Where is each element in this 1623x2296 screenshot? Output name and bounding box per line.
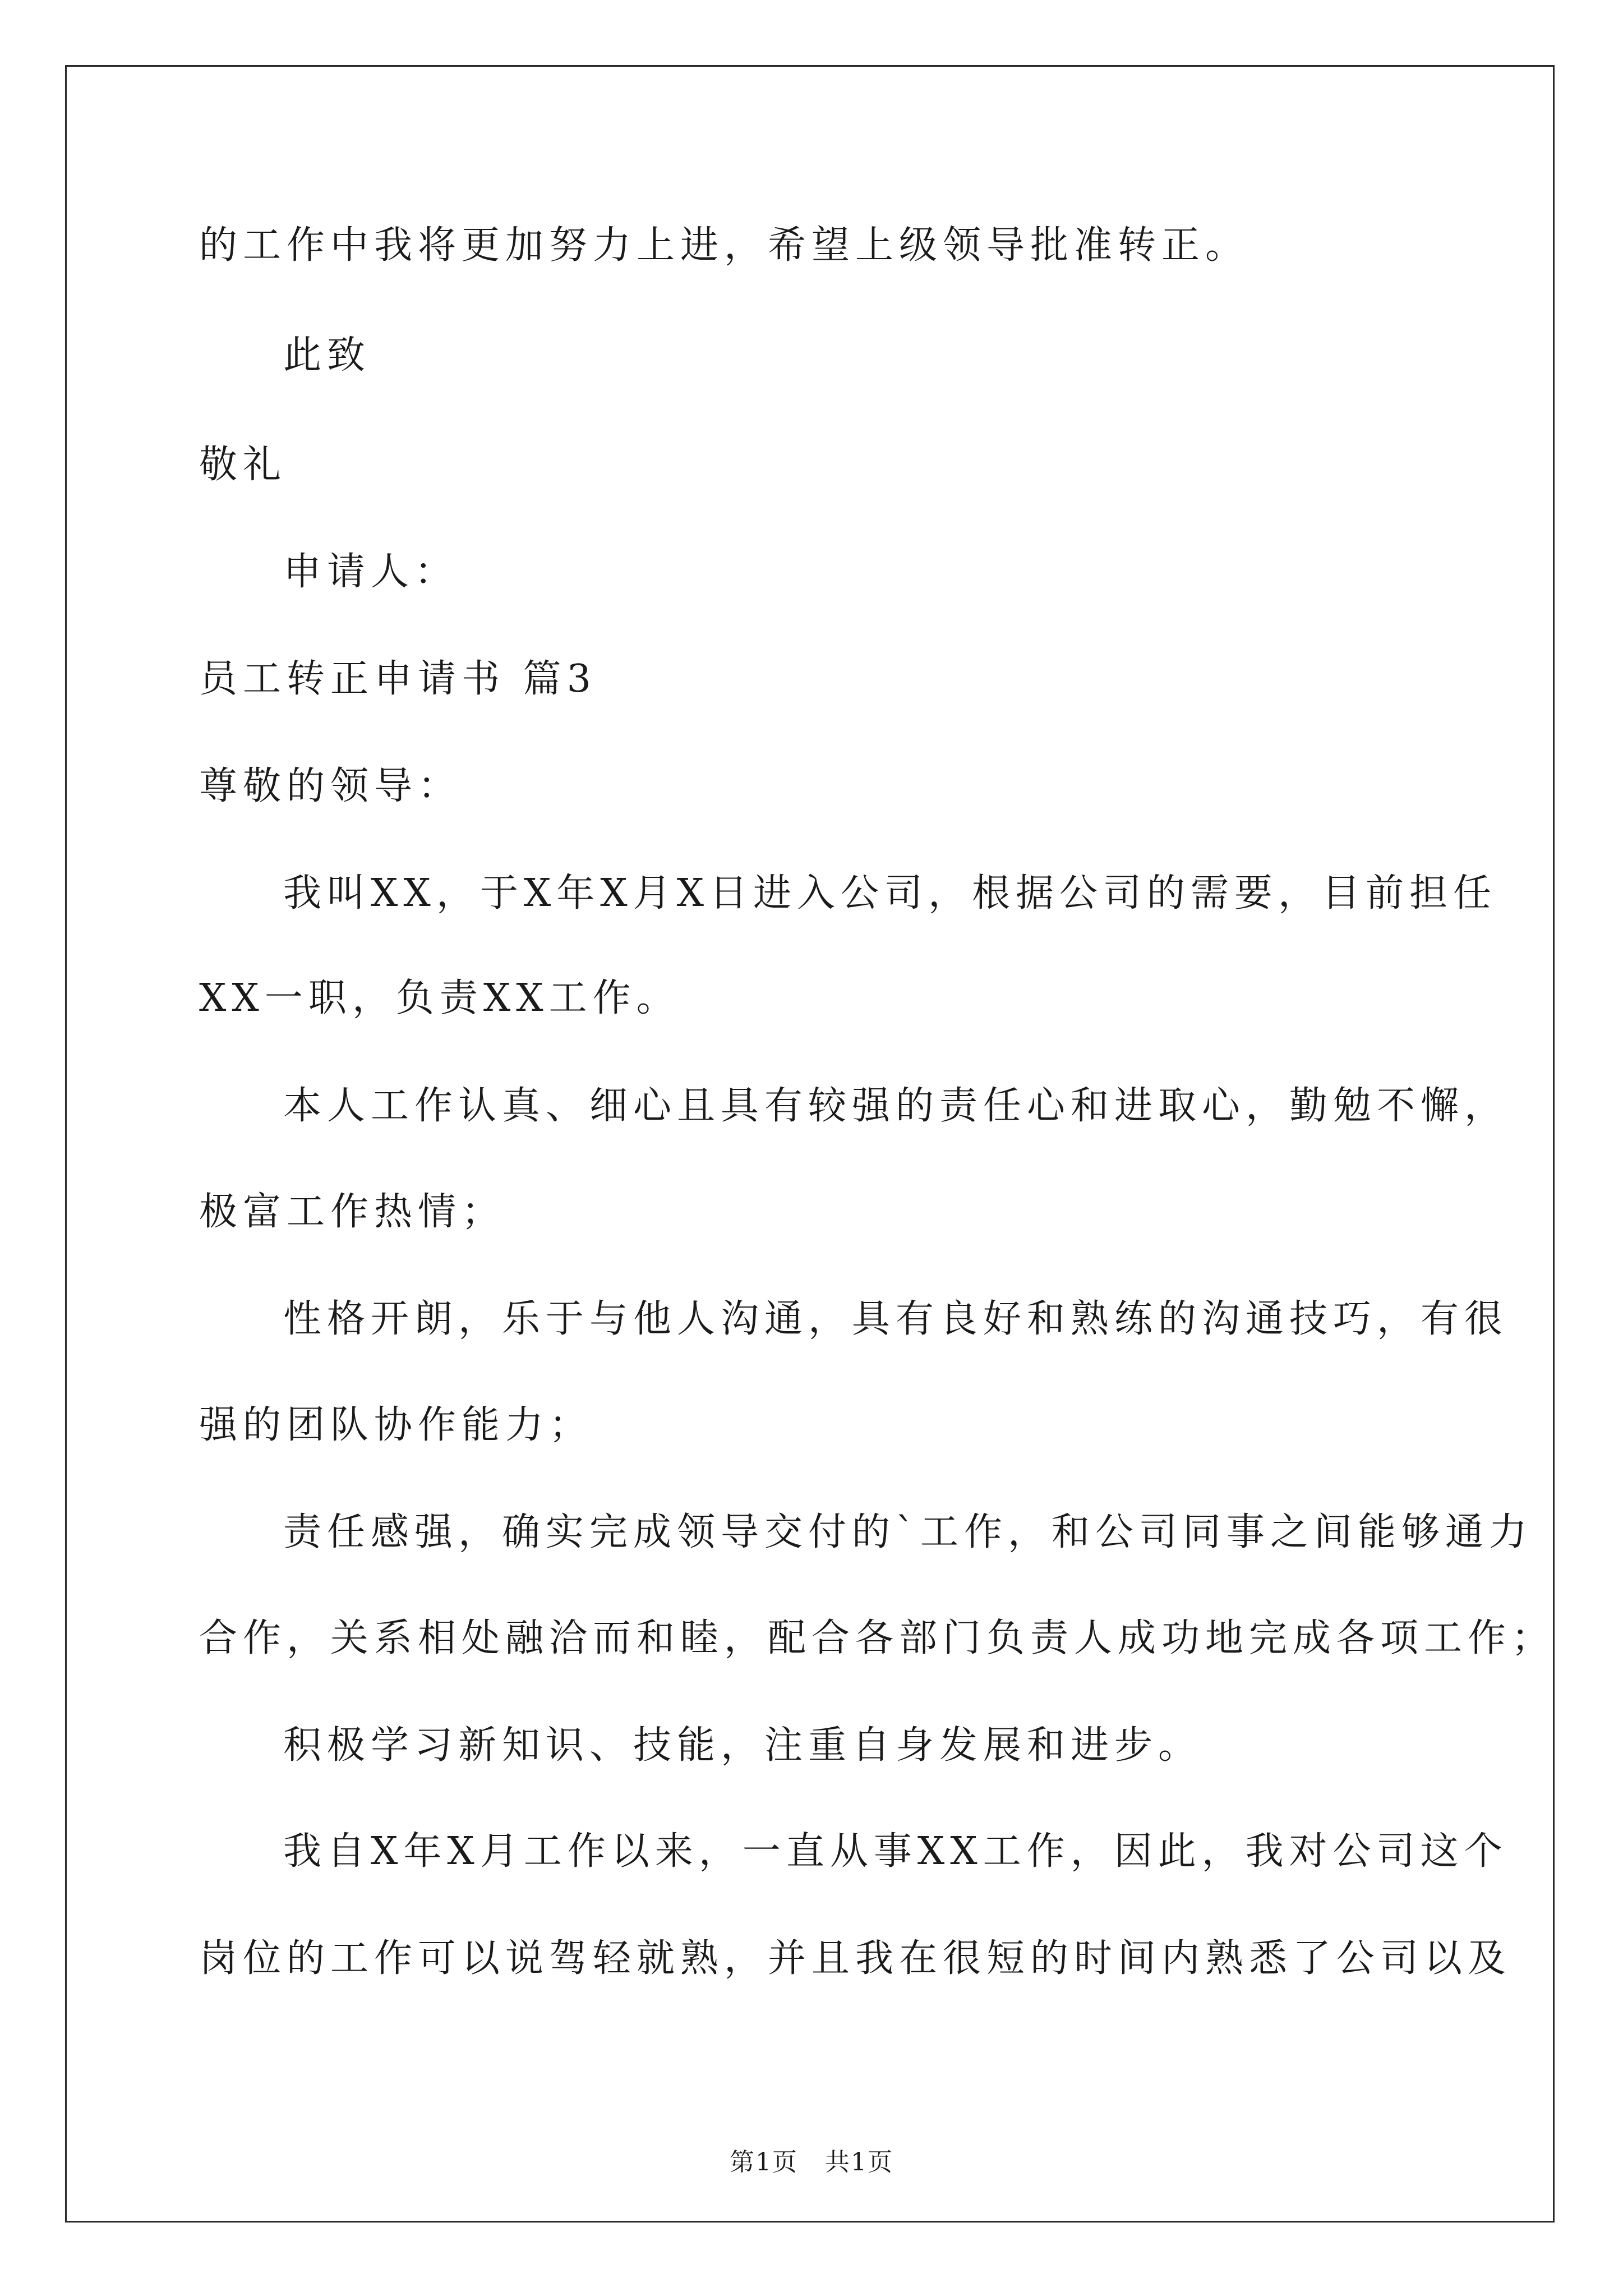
text-line-11: 性格开朗，乐于与他人沟通，具有良好和熟练的沟通技巧，有很 (283, 1297, 1509, 1341)
page-border (65, 65, 1555, 2223)
section-heading: 员工转正申请书 篇3 (199, 657, 597, 701)
text-line-4: 申请人： (283, 550, 459, 594)
page-footer: 第1页 共1页 (730, 2148, 893, 2177)
text-line-15: 积极学习新知识、技能，注重自身发展和进步。 (283, 1723, 1202, 1768)
text-line-1: 的工作中我将更加努力上进，希望上级领导批准转正。 (199, 223, 1249, 268)
text-line-3: 敬礼 (199, 443, 287, 487)
text-line-13: 责任感强，确实完成领导交付的`工作，和公司同事之间能够通力 (283, 1510, 1533, 1554)
text-line-14: 合作，关系相处融洽而和睦，配合各部门负责人成功地完成各项工作； (199, 1616, 1556, 1660)
text-line-9: 本人工作认真、细心且具有较强的责任心和进取心，勤勉不懈， (283, 1084, 1509, 1128)
text-line-17: 岗位的工作可以说驾轻就熟，并且我在很短的时间内熟悉了公司以及 (199, 1936, 1512, 1981)
text-line-16: 我自X年X月工作以来，一直从事XX工作，因此，我对公司这个 (283, 1829, 1508, 1874)
text-line-7: 我叫XX，于X年X月X日进入公司，根据公司的需要，目前担任 (283, 871, 1497, 915)
text-line-2: 此致 (283, 333, 371, 378)
text-line-8: XX一职，负责XX工作。 (199, 976, 680, 1020)
text-line-10: 极富工作热情； (199, 1190, 506, 1234)
text-line-12: 强的团队协作能力； (199, 1403, 593, 1447)
text-line-6: 尊敬的领导： (199, 764, 462, 808)
